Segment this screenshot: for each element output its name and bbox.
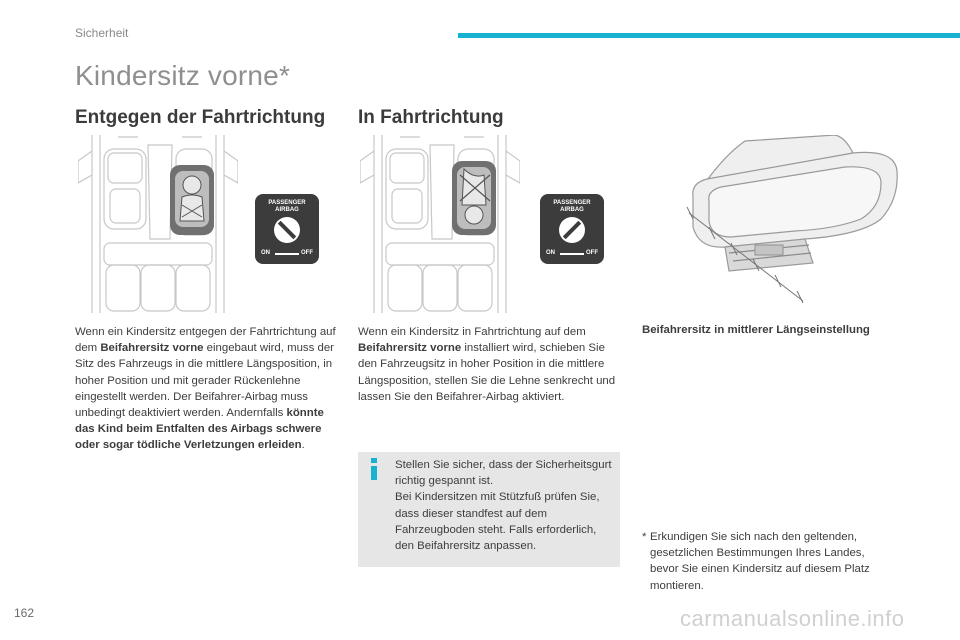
- airbag-badge-off: OFF: [301, 250, 313, 256]
- airbag-badge-line1: PASSENGER: [268, 200, 306, 206]
- rear-text-2: Beifahrersitz vorne: [100, 342, 204, 355]
- airbag-badge-on: ON: [261, 250, 270, 256]
- on-off-arrow-icon: [560, 253, 584, 255]
- airbag-badge-line1: PASSENGER: [553, 200, 591, 206]
- car-topview-rear-facing-illustration: [78, 135, 238, 313]
- rear-text-4: könnte das Kind beim Entfalten des Airbags schwere oder sogar tödliche Verletzungen erleiden: [75, 407, 324, 452]
- rear-text-1: Wenn ein Kindersitz entgegen der Fahrtrichtung auf dem: [75, 326, 336, 355]
- watermark: carmanualsonline.info: [680, 606, 905, 631]
- airbag-badge-off: OFF: [586, 250, 598, 256]
- page-title: Kindersitz vorne*: [75, 60, 291, 91]
- on-off-arrow-icon: [275, 253, 299, 255]
- heading-forward-facing: In Fahrtrichtung: [358, 107, 504, 128]
- passenger-airbag-off-badge: [255, 194, 319, 264]
- rear-text-3: eingebaut wird, muss der Sitz des Fahrzeugs in die mittlere Längsposition, in hoher Position und mit gerader Rückenlehne eingestellt werden. Der Beifahrer-Airbag muss unbedingt deaktiviert werden. Andernfalls: [75, 342, 334, 420]
- passenger-seat-side-illustration: [685, 135, 907, 305]
- fwd-text-1: Wenn ein Kindersitz in Fahrtrichtung auf dem: [358, 326, 586, 338]
- page-number: 162: [14, 606, 35, 620]
- airbag-badge-line2: AIRBAG: [560, 207, 584, 213]
- airbag-on-switch-icon: [559, 217, 585, 243]
- info-note-text: Stellen Sie sicher, dass der Sicherheitsgurt richtig gespannt ist. Bei Kindersitzen mit Stützfuß prüfen Sie, dass dieser standfest auf dem Fahrzeugboden steht. Falls erforderlich, den Beifahrersitz anpassen.: [395, 459, 612, 553]
- airbag-badge-on: ON: [546, 250, 555, 256]
- section-label: Sicherheit: [75, 26, 129, 40]
- airbag-badge-line2: AIRBAG: [275, 207, 299, 213]
- heading-rear-facing: Entgegen der Fahrtrichtung: [75, 107, 326, 128]
- passenger-airbag-on-badge: [540, 194, 604, 264]
- forward-facing-instructions: [358, 324, 620, 405]
- car-topview-forward-facing-illustration: [360, 135, 520, 313]
- info-note: [358, 452, 620, 567]
- section-accent-bar: [458, 33, 960, 38]
- seat-figure-caption: Beifahrersitz in mittlerer Längseinstellung: [642, 324, 870, 336]
- airbag-off-switch-icon: [274, 217, 300, 243]
- fwd-text-3: installiert wird, schieben Sie den Fahrzeugsitz in hoher Position in die mittlere Längsposition, stellen Sie die Lehne senkrecht und lassen Sie den Beifahrer-Airbag aktiviert.: [358, 342, 616, 403]
- info-icon: [368, 458, 380, 480]
- rear-facing-instructions: [75, 324, 337, 454]
- footnote-star: *: [642, 531, 647, 543]
- footnote-text: Erkundigen Sie sich nach den geltenden, gesetzlichen Bestimmungen Ihres Landes, bevor Sie einen Kindersitz auf diesem Platz montieren.: [650, 531, 870, 592]
- fwd-text-2: Beifahrersitz vorne: [358, 342, 462, 355]
- rear-text-5: .: [301, 439, 305, 452]
